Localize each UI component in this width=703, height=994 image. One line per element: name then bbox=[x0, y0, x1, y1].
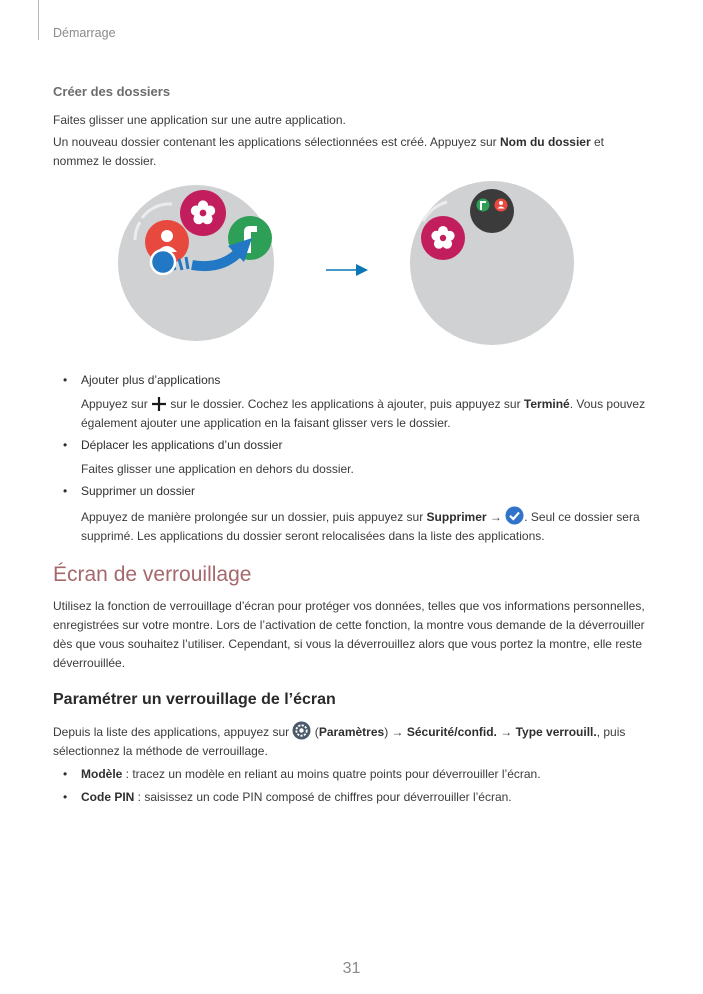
folders-paragraph-2: Un nouveau dossier contenant les applications sélectionnées est créé. Appuyez sur Nom du dossier et nommez le dossier. bbox=[53, 135, 604, 168]
flower-app-icon-after bbox=[421, 216, 465, 260]
bullet-body-move-apps: Faites glisser une application en dehors du dossier. bbox=[81, 462, 354, 476]
margin-rule bbox=[38, 0, 39, 40]
folders-paragraph-1: Faites glisser une application sur une autre application. bbox=[53, 113, 346, 127]
add-icon bbox=[151, 396, 167, 412]
bullet-title-delete-folder: Supprimer un dossier bbox=[81, 484, 196, 498]
bullet-body-add-apps: Appuyez sur sur le dossier. Cochez les applications à ajouter, puis appuyez sur Terminé. Vous pouvez également ajouter une application en la faisant glisser vers le dossier. bbox=[81, 397, 646, 430]
settings-gear-icon bbox=[292, 721, 311, 740]
section-title-lock-screen: Écran de verrouillage bbox=[53, 563, 252, 586]
folder-creation-illustration bbox=[0, 180, 703, 365]
touch-point bbox=[151, 250, 175, 274]
subsection-title-lock-setup: Paramétrer un verrouillage de l’écran bbox=[53, 691, 336, 708]
page-number: 31 bbox=[342, 960, 361, 977]
bullet-title-add-apps: Ajouter plus d’applications bbox=[81, 373, 221, 387]
lock-option-pattern: Modèle : tracez un modèle en reliant au moins quatre points pour déverrouiller l’écran. bbox=[81, 767, 541, 781]
lock-setup-instructions: Depuis la liste des applications, appuyez sur (Paramètres) → Sécurité/confid. → Type verrouill., puis sélectionnez la méthode de verrouillage. bbox=[53, 721, 653, 761]
bullet-body-delete-folder: Appuyez de manière prolongée sur un dossier, puis appuyez sur Supprimer → . Seul ce dossier sera supprimé. Les applications du dossier seront relocalisées dans la liste des applications. bbox=[81, 506, 656, 546]
lock-option-pin: Code PIN : saisissez un code PIN composé de chiffres pour déverrouiller l’écran. bbox=[81, 790, 512, 804]
running-header: Démarrage bbox=[53, 26, 116, 40]
flower-app-icon bbox=[180, 190, 226, 236]
lock-intro: Utilisez la fonction de verrouillage d’écran pour protéger vos données, telles que vos informations personnelles, enregistrées sur votre montre. Lors de l’activation de cette fonction, la montre vous demande de la déverrouiller dès que vous souhaitez l’utiliser. Cependant, si vous la déverrouillez alors que vous portez la montre, elle reste déverrouillée. bbox=[53, 599, 645, 670]
folder-icon bbox=[470, 189, 514, 233]
section-heading-folders: Créer des dossiers bbox=[53, 84, 171, 99]
transition-arrow bbox=[326, 264, 368, 276]
bullet-title-move-apps: Déplacer les applications d’un dossier bbox=[81, 438, 283, 452]
check-icon bbox=[505, 506, 524, 525]
